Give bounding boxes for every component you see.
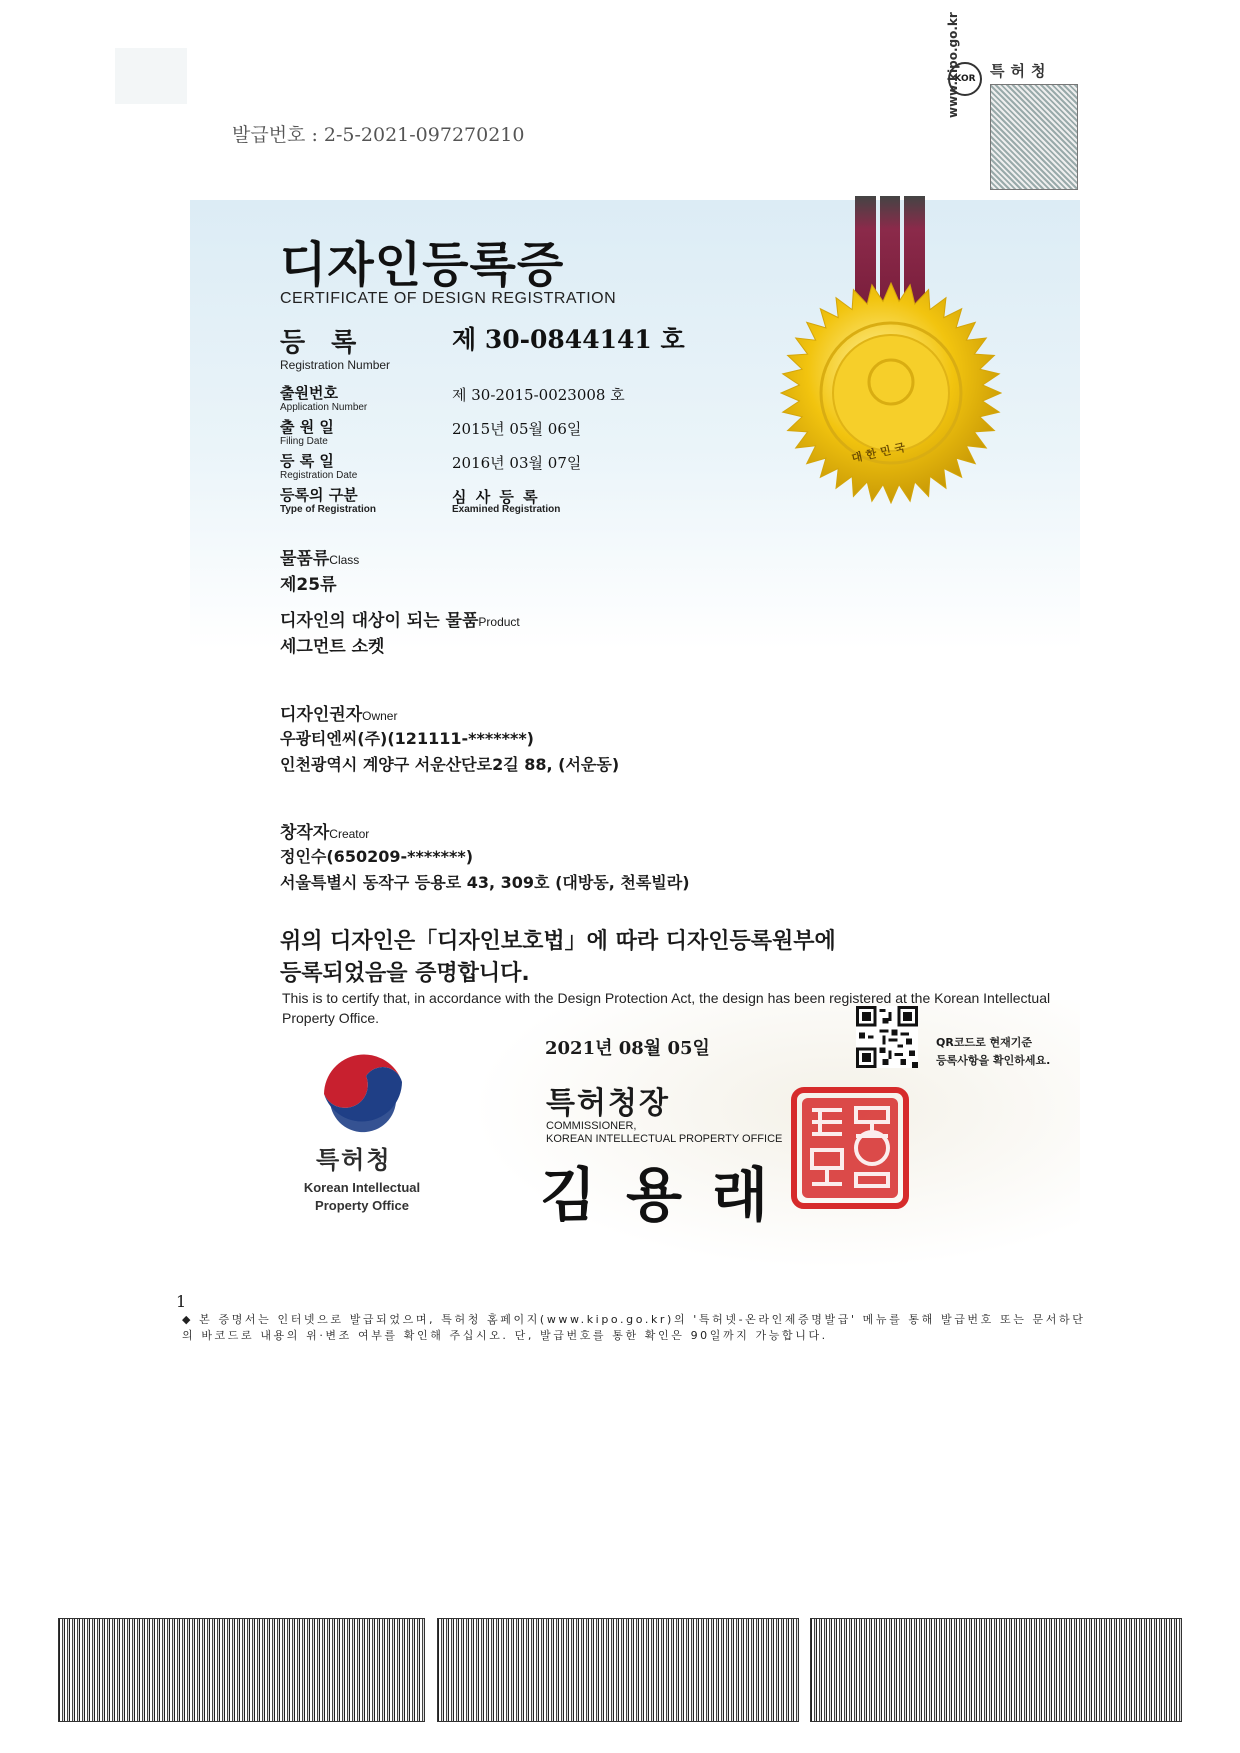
field-label-en-registration-date: Registration Date [280, 470, 358, 481]
field-label-filing-date: 출 원 일 [280, 418, 334, 436]
page-number: 1 [176, 1292, 187, 1311]
issue-number: 발급번호 : 2-5-2021-097270210 [232, 124, 525, 146]
verification-code-image [990, 84, 1078, 190]
document-barcode-3 [810, 1618, 1182, 1722]
qr-code-icon [856, 1006, 918, 1068]
field-value-registration-date: 2016년 03월 07일 [452, 454, 582, 472]
kipo-logo-text-en-line1: Korean Intellectual [303, 1180, 421, 1195]
kipo-kor-badge: KOR [948, 62, 982, 96]
footer-note: ◆ 본 증명서는 인터넷으로 발급되었으며, 특허청 홈페이지(www.kipo.go.kr)의 '특허넷-온라인제증명발급' 메뉴를 통해 발급번호 또는 문서하단의 바코드로 내용의 위·변조 여부를 확인해 주십시오. 단, 발급번호를 통한 확인은 90일까지 가능합니다. [182, 1313, 1086, 1342]
qr-note-line1: QR코드로 현재기준 [936, 1036, 1033, 1049]
registration-label-en: Registration Number [280, 358, 391, 372]
commissioner-title-ko: 특허청장 [546, 1086, 670, 1121]
medal-text: 대한민국 [850, 440, 911, 465]
certification-text-ko-line2: 등록되었음을 증명합니다. [280, 961, 530, 986]
document-subtitle: CERTIFICATE OF DESIGN REGISTRATION [280, 290, 617, 307]
kipo-logo-text-ko: 특허청 [316, 1146, 392, 1174]
field-label-en-filing-date: Filing Date [280, 436, 328, 447]
class-label: 물품류Class [280, 549, 360, 569]
registration-number: 제 30-0844141 호 [452, 325, 685, 354]
document-barcode-1 [58, 1618, 425, 1722]
commissioner-title-en-line1: COMMISSIONER, [546, 1120, 637, 1132]
commissioner-title-en-line2: KOREAN INTELLECTUAL PROPERTY OFFICE [546, 1133, 783, 1145]
product-label: 디자인의 대상이 되는 물품Product [280, 611, 520, 631]
kipo-badge-label: 특허청 [990, 62, 1052, 80]
certification-text-en: This is to certify that, in accordance with the Design Protection Act, the design has been registered at the Korean Intellectual Property Office. [282, 990, 1051, 1026]
owner-name: 우광티엔씨(주)(121111-*******) [280, 729, 534, 748]
field-label-registration-date: 등 록 일 [280, 452, 334, 470]
document-barcode-2 [437, 1618, 799, 1722]
product-value: 세그먼트 소켓 [280, 637, 385, 657]
issue-date: 2021년 08월 05일 [545, 1038, 710, 1059]
creator-name: 정인수(650209-*******) [280, 847, 474, 866]
owner-label: 디자인권자Owner [280, 705, 398, 725]
creator-label: 창작자Creator [280, 823, 370, 843]
owner-address: 인천광역시 계양구 서운산단로2길 88, (서운동) [280, 755, 620, 774]
creator-label-en: Creator [329, 827, 370, 841]
product-label-en: Product [478, 615, 520, 629]
field-label-application-number: 출원번호 [280, 384, 338, 402]
kipo-url: www.kipo.go.kr [946, 12, 960, 118]
class-value: 제25류 [280, 575, 337, 595]
qr-note-line2: 등록사항을 확인하세요. [936, 1054, 1051, 1067]
field-value-registration-type: 심 사 등 록 [452, 488, 540, 506]
official-seal-icon [790, 1086, 910, 1210]
field-label-en-application-number: Application Number [280, 402, 368, 413]
field-label-en-registration-type: Type of Registration [280, 504, 376, 515]
certification-text-ko-line1: 위의 디자인은「디자인보호법」에 따라 디자인등록원부에 [280, 929, 836, 954]
corner-stamp-mark [115, 48, 187, 104]
gold-medal-icon [780, 282, 1002, 504]
kipo-logo-text-en-line2: Property Office [315, 1198, 409, 1213]
field-value-application-number: 제 30-2015-0023008 호 [452, 386, 625, 404]
field-value-en-registration-type: Examined Registration [452, 504, 561, 515]
document-title: 디자인등록증 [280, 237, 565, 293]
registration-label: 등록 [280, 328, 383, 358]
field-label-registration-type: 등록의 구분 [280, 486, 358, 504]
kipo-taeguk-logo-icon [310, 1036, 414, 1140]
field-value-filing-date: 2015년 05월 06일 [452, 420, 582, 438]
creator-address: 서울특별시 동작구 등용로 43, 309호 (대방동, 천록빌라) [280, 873, 690, 892]
commissioner-name: 김용래 [540, 1161, 799, 1229]
class-label-en: Class [329, 553, 360, 567]
owner-label-en: Owner [362, 709, 398, 723]
